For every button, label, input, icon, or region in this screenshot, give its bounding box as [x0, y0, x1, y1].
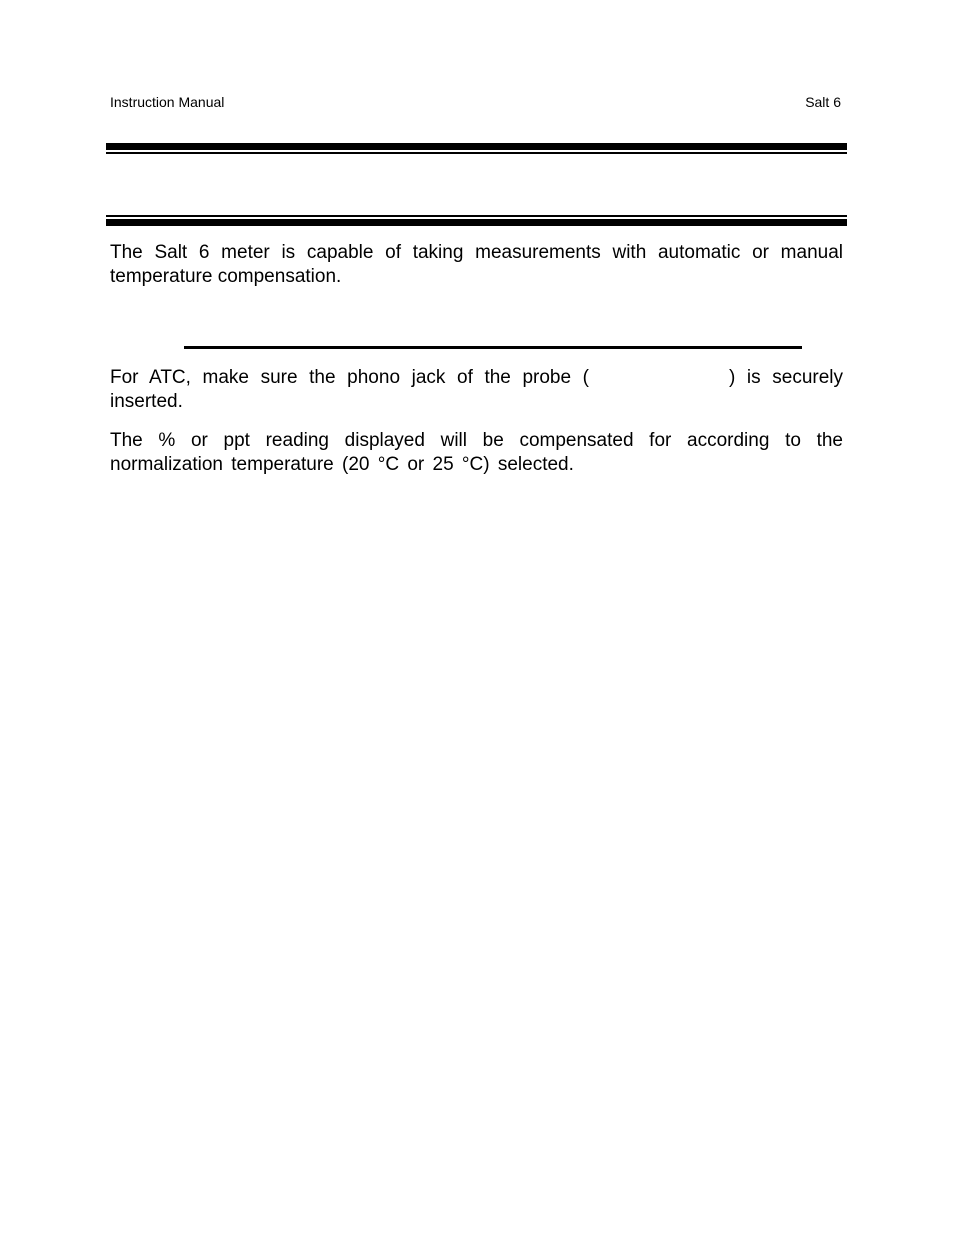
header-product-name: Salt 6 [805, 94, 841, 110]
atc-text-before: For ATC, make sure the phono jack of the probe ( [110, 367, 589, 388]
atc-paragraph [110, 366, 843, 414]
section-divider [106, 215, 847, 226]
header-divider [106, 143, 847, 154]
header-manual-title: Instruction Manual [110, 94, 225, 110]
intro-paragraph: The Salt 6 meter is capable of taking measurements with automatic or manual temperature compensation. [110, 242, 843, 287]
atc-text-after: ) is securely inserted. [110, 367, 844, 412]
section-divider-thick [106, 219, 847, 226]
section-divider-thin [106, 215, 847, 217]
header-divider-thin [106, 152, 847, 154]
subsection-divider [184, 346, 802, 349]
reading-paragraph: The % or ppt reading displayed will be compensated for according to the normalization temperature (20 °C or 25 °C) selected. [110, 430, 843, 475]
header-divider-thick [106, 143, 847, 150]
